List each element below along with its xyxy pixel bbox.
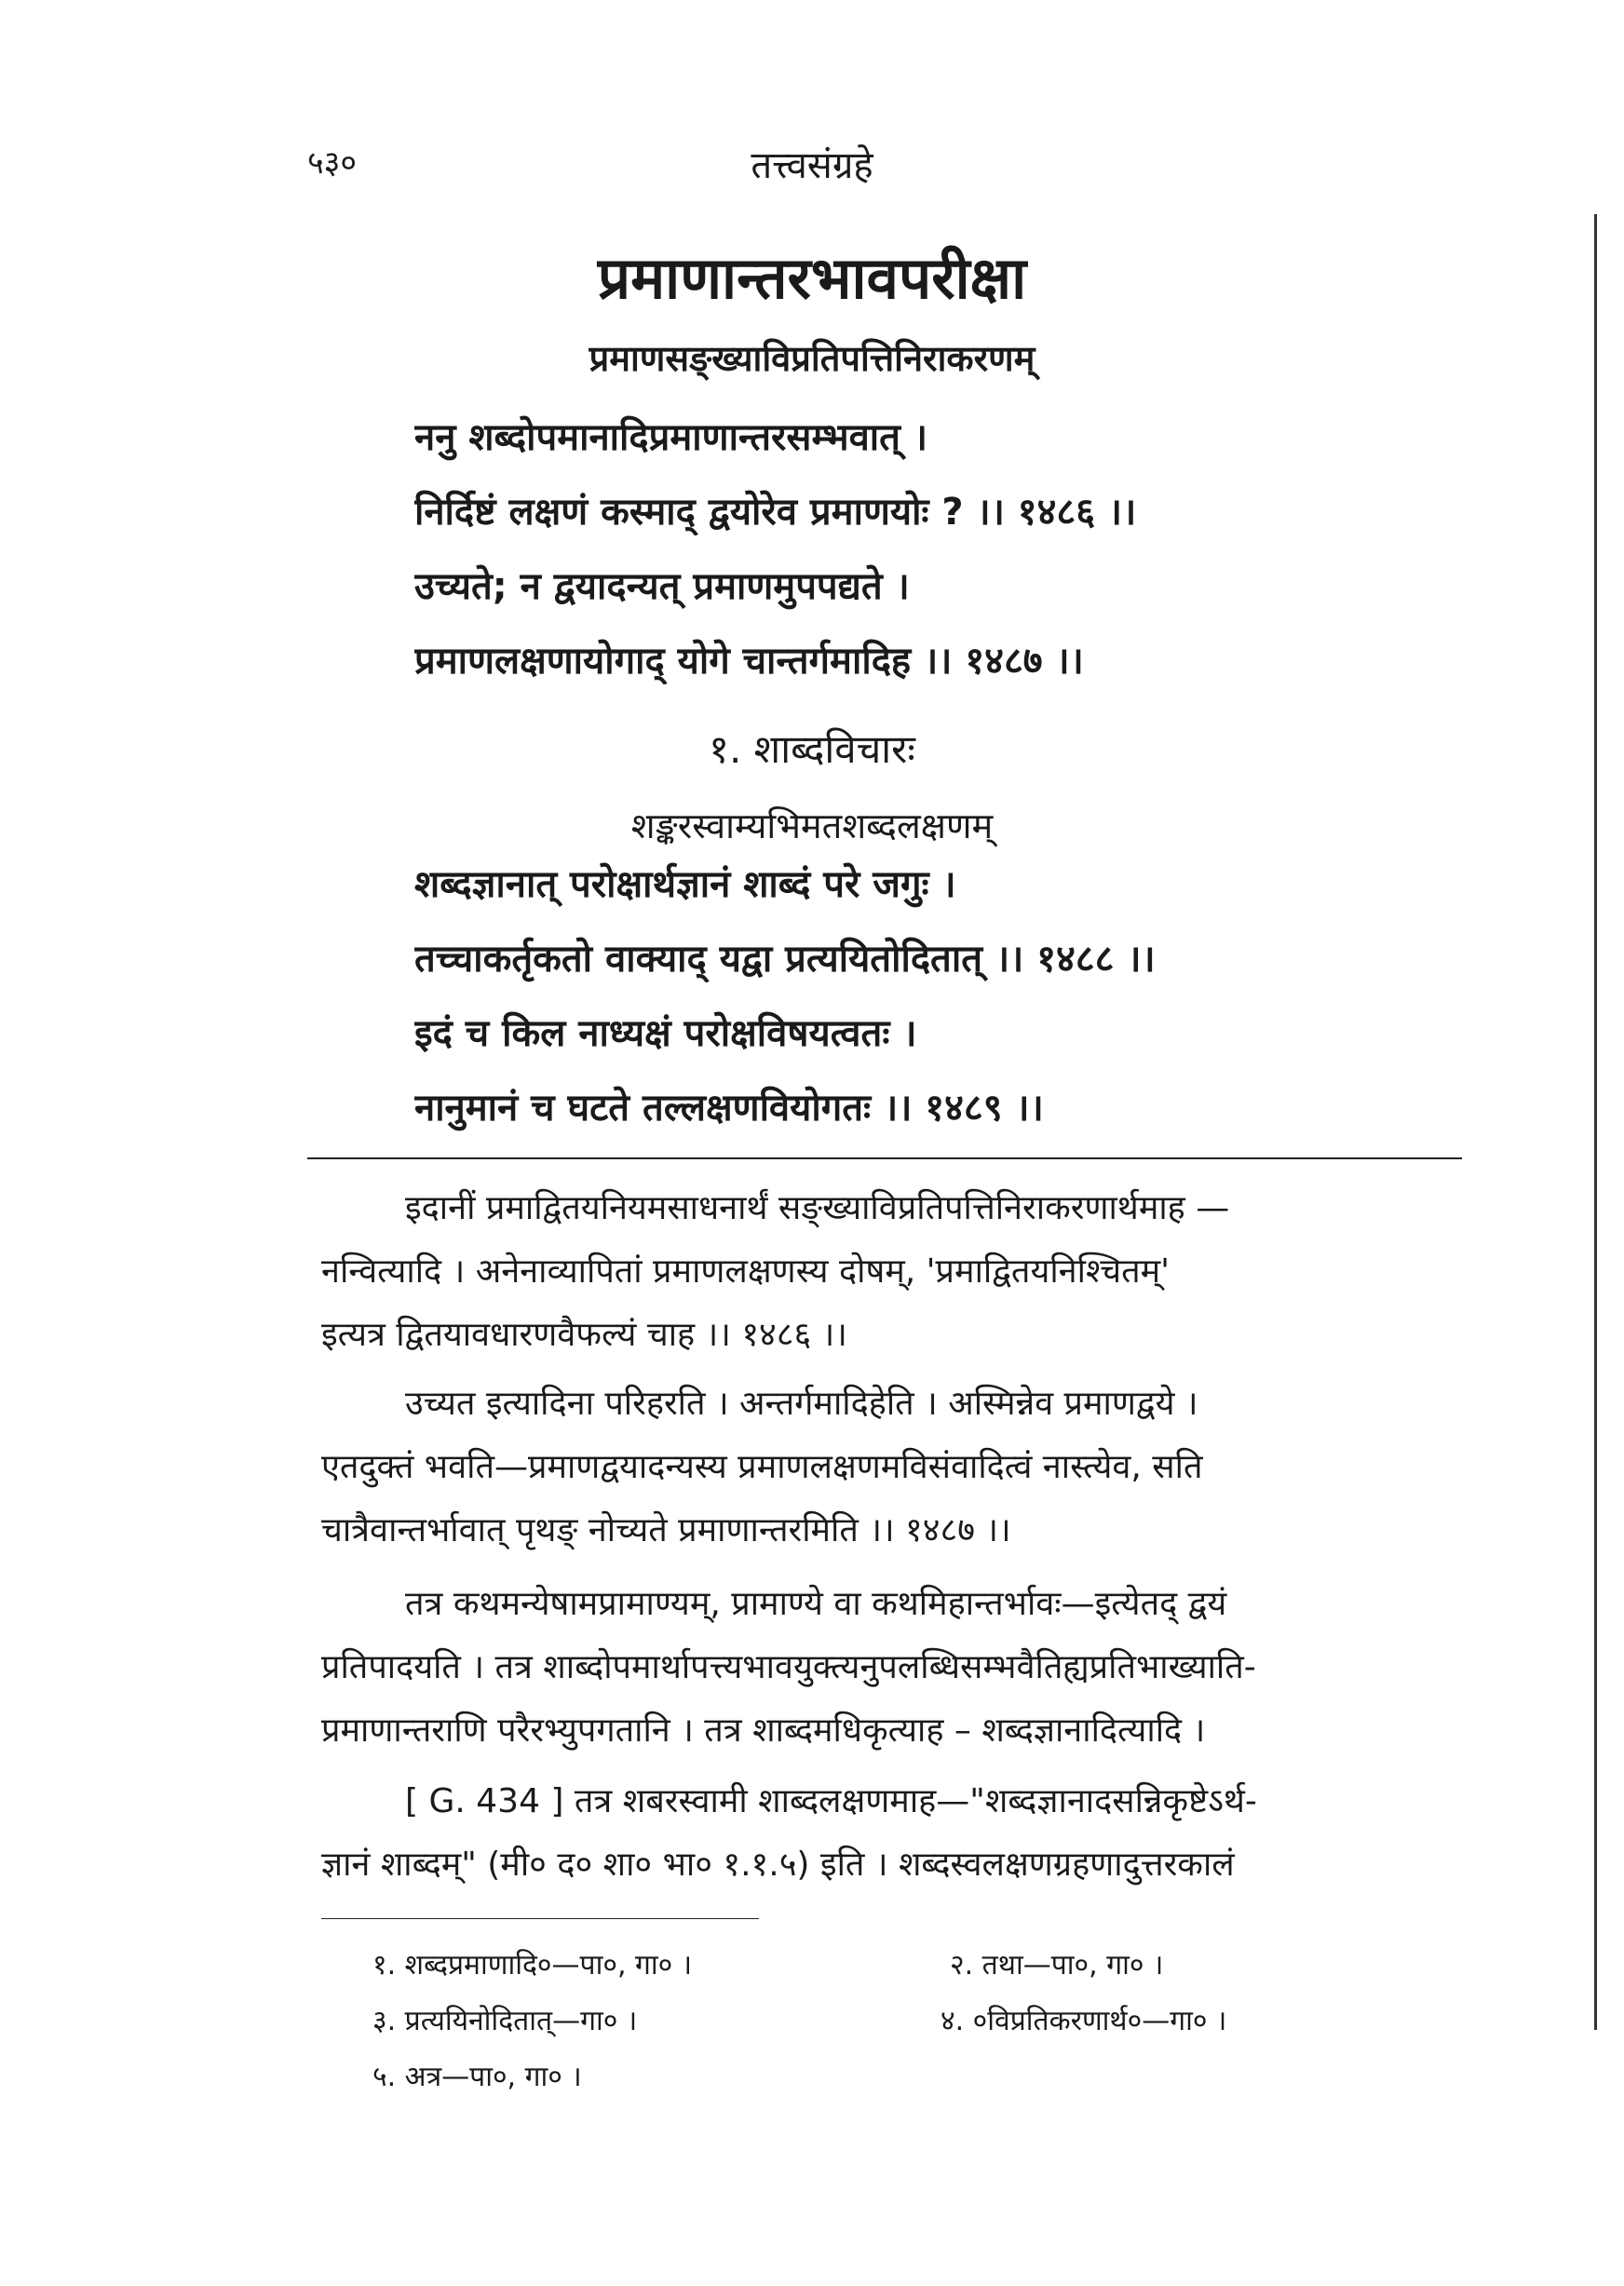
commentary-line: इत्यत्र द्वितयावधारणवैफल्यं चाह ।। १४८६ ।। [321,1316,847,1354]
verse-line-5: शब्दज्ञानात् परोक्षार्थज्ञानं शाब्दं परे जगुः । [414,863,956,906]
verse-line-2: निर्दिष्टं लक्षणं कस्माद् द्वयोरेव प्रमाणयोः ? ।। १४८६ ।। [414,491,1137,534]
verse-line-8: नानुमानं च घटते तल्लक्षणवियोगतः ।। १४८९ ।। [414,1087,1044,1129]
page-number: ५३० [307,144,358,182]
chapter-title: प्रमाणान्तरभावपरीक्षा [597,244,1027,312]
verse-line-6: तच्चाकर्तृकतो वाक्याद् यद्वा प्रत्ययितोदितात् ।। १४८८ ।। [414,938,1156,981]
footnote-divider [321,1918,759,1919]
subsection-heading: १. शाब्दविचारः [709,726,915,772]
footnote-4: ४. ०विप्रतिकरणार्थ०—गा० । [941,2005,1227,2037]
commentary-line: तत्र कथमन्येषामप्रामाण्यम्, प्रामाण्ये वा कथमिहान्तर्भावः—इत्येतद् द्वयं [405,1585,1227,1623]
commentary-line: चात्रैवान्तर्भावात् पृथङ् नोच्यते प्रमाणान्तरमिति ।। १४८७ ।। [321,1511,1011,1549]
verse-line-3: उच्यते; न द्वयादन्यत् प्रमाणमुपपद्यते । [414,565,910,608]
commentary-line: उच्यत इत्यादिना परिहरति । अन्तर्गमादिहेति । अस्मिन्नेव प्रमाणद्वये । [405,1385,1198,1423]
binding-edge-line [1594,214,1597,2030]
verse-line-7: इदं च किल नाध्यक्षं परोक्षविषयत्वतः । [414,1012,917,1055]
section-heading: प्रमाणसङ्ख्याविप्रतिपत्तिनिराकरणम् [589,338,1035,379]
footnote-3: ३. प्रत्ययिनोदितात्—गा० । [372,2005,638,2037]
footnote-5: ५. अत्र—पा०, गा० । [372,2061,582,2093]
commentary-line: ज्ञानं शाब्दम्" (मी० द० शा० भा० १.१.५) इति । शब्दस्वलक्षणग्रहणादुत्तरकालं [321,1846,1235,1884]
commentary-line: प्रमाणान्तराणि परैरभ्युपगतानि । तत्र शाब्दमधिकृत्याह – शब्दज्ञानादित्यादि । [321,1711,1206,1750]
verse-line-4: प्रमाणलक्षणायोगाद् योगे चान्तर्गमादिह ।। १४८७ ।। [414,640,1084,683]
verse-line-1: ननु शब्दोपमानादिप्रमाणान्तरसम्भवात् । [414,416,928,459]
commentary-line: नन्वित्यादि । अनेनाव्यापितां प्रमाणलक्षणस्य दोषम्, 'प्रमाद्वितयनिश्चितम्' [321,1252,1171,1291]
commentary-line: [ G. 434 ] तत्र शबरस्वामी शाब्दलक्षणमाह—"शब्दज्ञानादसन्निकृष्टेऽर्थ- [405,1782,1257,1820]
footnote-1: १. शब्दप्रमाणादि०—पा०, गा० । [372,1949,693,1982]
subsubsection-heading: शङ्करस्वाम्यभिमतशब्दलक्षणम् [630,805,994,846]
running-head: तत्त्वसंग्रहे [751,144,873,187]
commentary-line: एतदुक्तं भवति—प्रमाणद्वयादन्यस्य प्रमाणलक्षणमविसंवादित्वं नास्त्येव, सति [321,1448,1203,1486]
commentary-line: प्रतिपादयति । तत्र शाब्दोपमार्थापत्त्यभावयुक्त्यनुपलब्धिसम्भवैतिह्यप्रतिभाख्याति- [321,1648,1256,1686]
footnote-2: २. तथा—पा०, गा० । [950,1949,1164,1982]
commentary-line: इदानीं प्रमाद्वितयनियमसाधनार्थं सङ्ख्याविप्रतिपत्तिनिराकरणार्थमाह — [405,1189,1230,1227]
verse-commentary-divider [307,1157,1462,1159]
